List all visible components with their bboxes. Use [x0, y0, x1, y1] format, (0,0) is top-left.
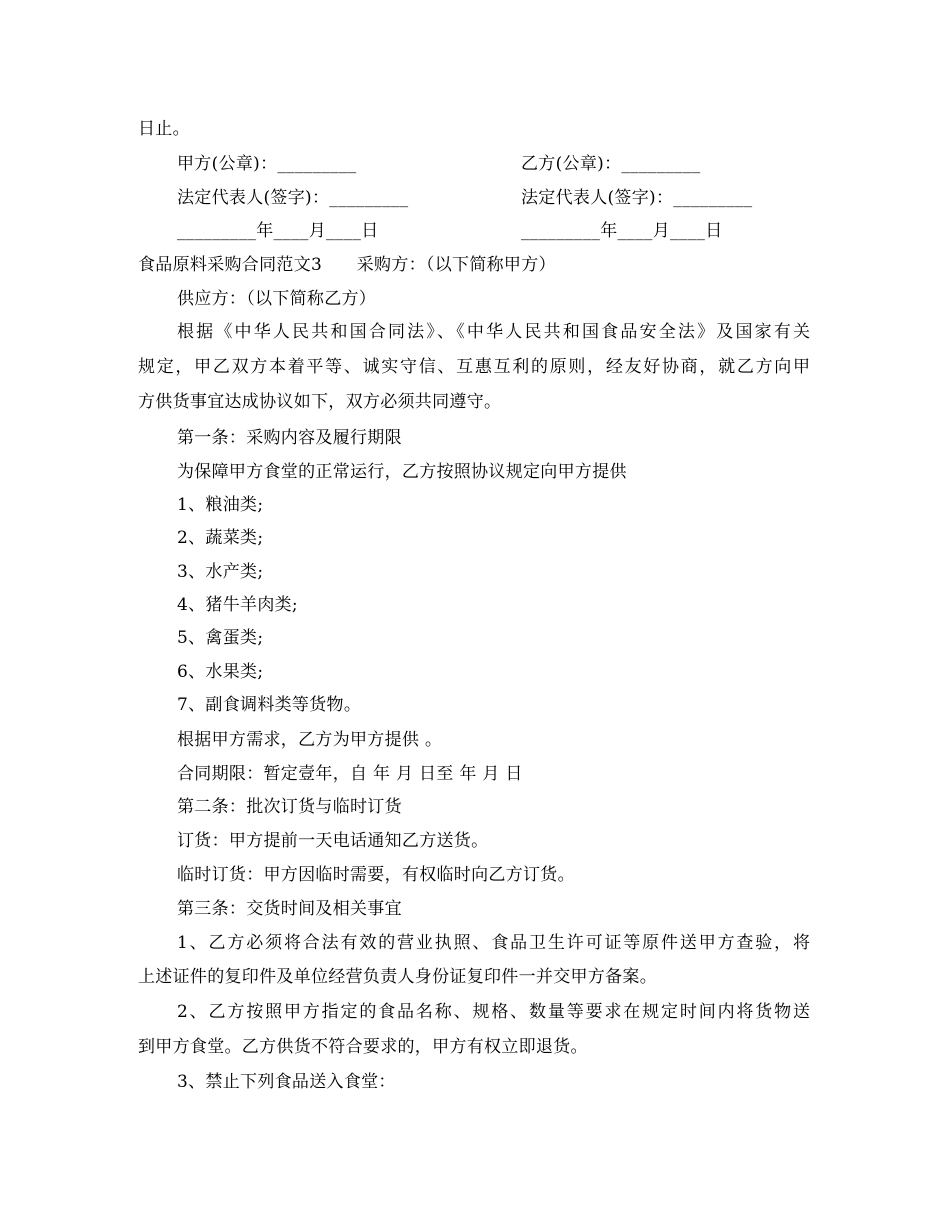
supplier-line: 供应方：（以下简称乙方）: [177, 289, 377, 309]
clause-2-line-2: 到甲方食堂。乙方供货不符合要求的，甲方有权立即退货。: [138, 1037, 588, 1057]
order-line: 订货：甲方提前一天电话通知乙方送货。: [177, 831, 489, 851]
list-item: 4、猪牛羊肉类;: [177, 595, 298, 615]
list-item: 3、水产类;: [177, 562, 264, 582]
contract-heading: 食品原料采购合同范文3 采购方：（以下简称甲方）: [138, 255, 556, 275]
temp-order-line: 临时订货：甲方因临时需要，有权临时向乙方订货。: [177, 865, 575, 885]
party-a-representative: 法定代表人(签字)：_________: [177, 188, 409, 208]
article-1-title: 第一条：采购内容及履行期限: [177, 428, 402, 448]
party-a-seal: 甲方(公章)：_________: [177, 154, 357, 174]
clause-1-line-1: 1、乙方必须将合法有效的营业执照、食品卫生许可证等原件送甲方查验，将: [177, 933, 810, 953]
article-2-title: 第二条：批次订货与临时订货: [177, 797, 402, 817]
supply-line: 根据甲方需求，乙方为甲方提供 。: [177, 730, 443, 750]
list-item: 5、禽蛋类;: [177, 628, 264, 648]
party-a-date: _________年____月____日: [177, 221, 379, 241]
list-item: 1、粮油类;: [177, 495, 264, 515]
clause-1-line-2: 上述证件的复印件及单位经营负责人身份证复印件一并交甲方备案。: [138, 967, 657, 987]
clause-3-line: 3、禁止下列食品送入食堂：: [177, 1072, 396, 1092]
contract-term: 合同期限：暂定壹年，自 年 月 日至 年 月 日: [177, 764, 523, 784]
clause-2-line-1: 2、乙方按照甲方指定的食品名称、规格、数量等要求在规定时间内将货物送: [177, 1002, 810, 1022]
party-b-date: _________年____月____日: [521, 221, 723, 241]
list-item: 6、水果类;: [177, 662, 264, 682]
preamble-line-1: 根据《中华人民共和国合同法》、《中华人民共和国食品安全法》及国家有关: [177, 322, 810, 342]
article-1-intro: 为保障甲方食堂的正常运行，乙方按照协议规定向甲方提供: [177, 462, 627, 482]
party-b-representative: 法定代表人(签字)：_________: [521, 188, 753, 208]
preamble-line-2: 规定，甲乙双方本着平等、诚实守信、互惠互利的原则，经友好协商，就乙方向甲: [138, 357, 810, 377]
article-3-title: 第三条：交货时间及相关事宜: [177, 899, 402, 919]
list-item: 7、副食调料类等货物。: [177, 695, 362, 715]
party-b-seal: 乙方(公章)：_________: [521, 154, 701, 174]
tail-line: 日止。: [138, 119, 190, 139]
list-item: 2、蔬菜类;: [177, 528, 264, 548]
preamble-line-3: 方供货事宜达成协议如下，双方必须共同遵守。: [138, 392, 502, 412]
